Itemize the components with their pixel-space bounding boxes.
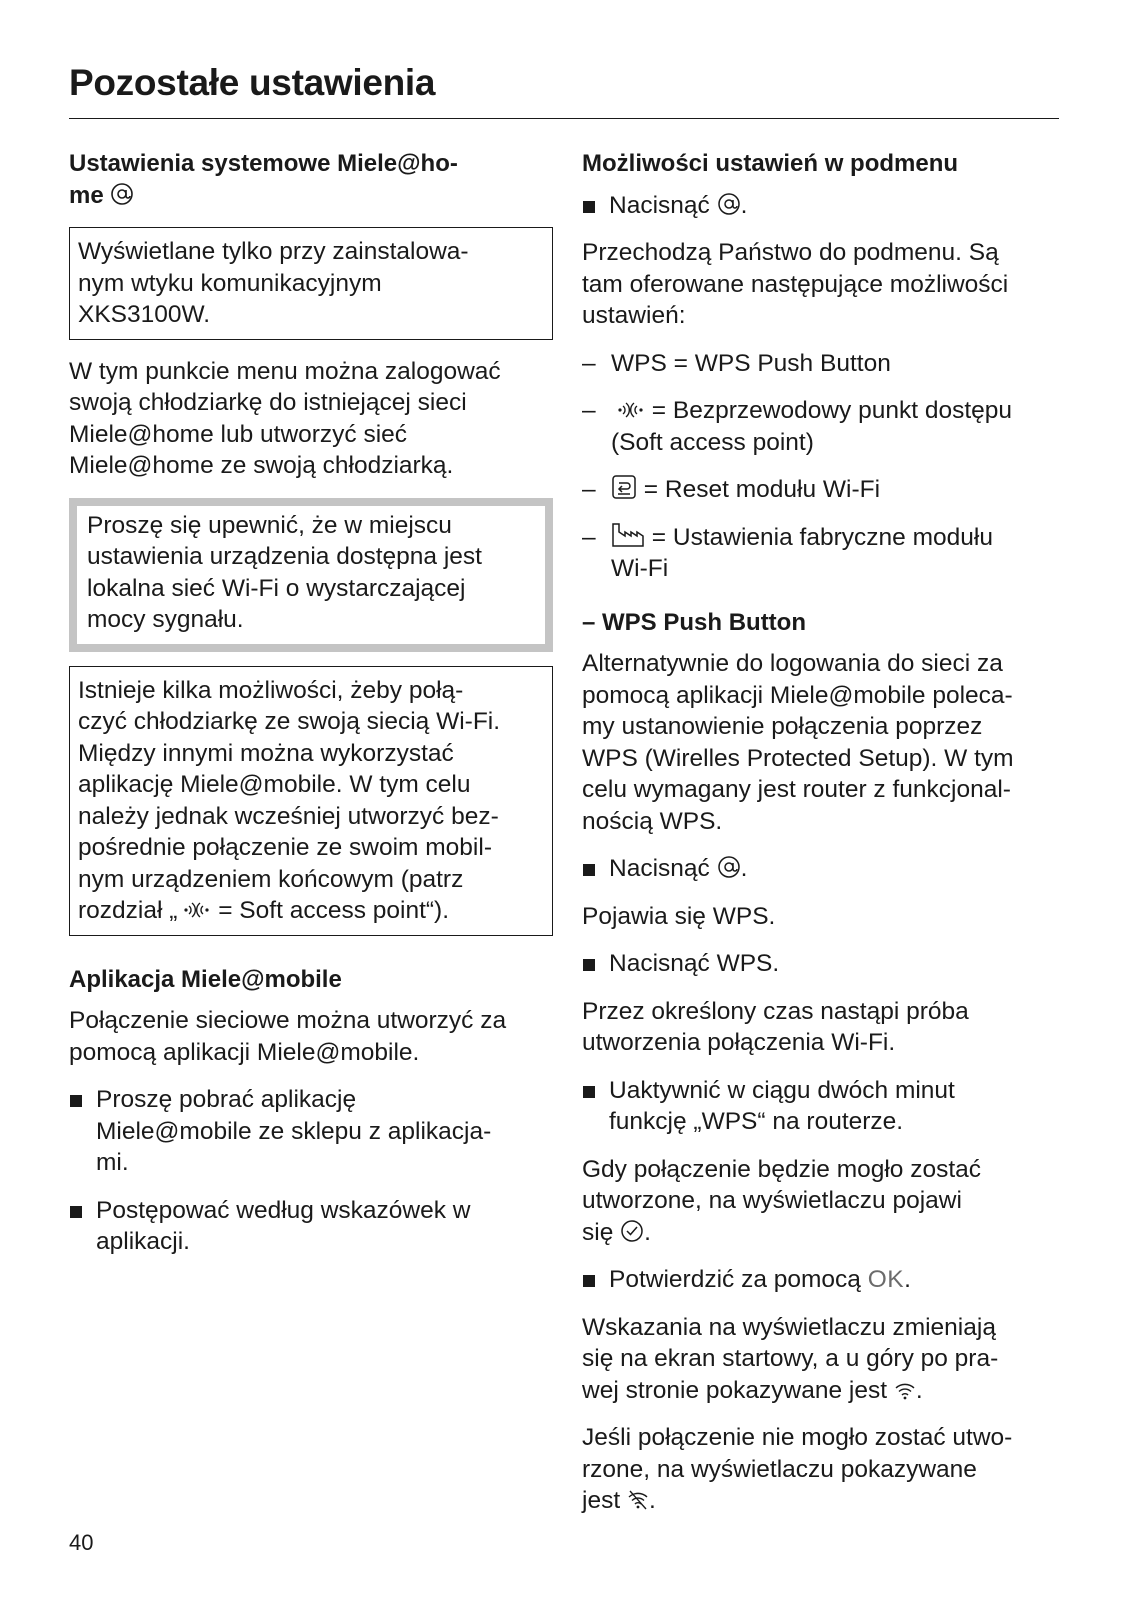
- soft-access-point-icon: [611, 399, 645, 421]
- text-line: (Soft access point): [611, 428, 814, 456]
- text-fragment: Nacisnąć: [609, 191, 710, 219]
- checkmark-circle-icon: [620, 1219, 644, 1243]
- text-line: XKS3100W.: [78, 301, 211, 328]
- paragraph-wps: [582, 648, 1068, 837]
- bullet-square-icon: [583, 201, 595, 213]
- paragraph-intro: [69, 356, 553, 482]
- text-line: W tym punkcie menu można zalogować: [69, 357, 501, 385]
- text-line: utworzenia połączenia Wi-Fi.: [582, 1029, 896, 1056]
- left-column: [69, 148, 553, 1274]
- paragraph-display-changes: [582, 1312, 1068, 1407]
- text-fragment: Nacisnąć: [609, 855, 710, 882]
- list-item-follow-app: [69, 1195, 553, 1258]
- at-icon: [717, 855, 741, 879]
- list-item-press-at-2: [582, 853, 1068, 885]
- ok-button-label: OK: [867, 1266, 905, 1293]
- option-soft-access-point: [582, 395, 1068, 458]
- option-reset-wifi: [582, 474, 1068, 506]
- text-fragment: .: [644, 1218, 651, 1246]
- text-line: lokalna sieć Wi-Fi o wystarczającej: [87, 574, 466, 602]
- right-column: [582, 148, 1068, 1533]
- text-line: utworzone, na wyświetlaczu pojawi: [582, 1187, 962, 1214]
- text-fragment: .: [740, 855, 748, 882]
- list-item-press-at: [582, 190, 1068, 222]
- note-box: [69, 666, 553, 936]
- text-line: Istnieje kilka możliwości, żeby połą-: [78, 676, 464, 704]
- text-fragment: jest: [582, 1487, 621, 1514]
- text-fragment: Potwierdzić za pomocą: [609, 1266, 861, 1293]
- text-line: Wi-Fi: [611, 555, 669, 582]
- heading-line: me: [69, 181, 104, 209]
- section-heading-wps: – WPS Push Button: [582, 608, 806, 636]
- wifi-off-icon: [627, 1489, 649, 1511]
- warning-box: [69, 498, 553, 652]
- option-factory-settings: [582, 522, 1068, 585]
- paragraph-connection-failed: [582, 1422, 1068, 1517]
- page-number: 40: [69, 1530, 94, 1555]
- text-line: celu wymagany jest router z funkcjonal-: [582, 776, 1011, 803]
- list-item-download-app: [69, 1084, 553, 1179]
- text-fragment: = Soft access point“).: [211, 897, 450, 924]
- text-fragment: .: [648, 1487, 656, 1514]
- text-line: Miele@home lub utworzyć sieć: [69, 420, 408, 448]
- dash-marker: –: [582, 523, 596, 551]
- text-fragment: = Ustawienia fabryczne modułu: [645, 523, 993, 551]
- text-line: swoją chłodziarkę do istniejącej sieci: [69, 389, 467, 416]
- paragraph-wps-appears: Pojawia się WPS.: [582, 902, 776, 930]
- text-line: my ustanowienie połączenia poprzez: [582, 713, 983, 740]
- text-line: WPS (Wirelles Protected Setup). W tym: [582, 744, 1014, 772]
- text-fragment: rozdział „: [78, 897, 178, 924]
- list-item-press-wps: [582, 948, 1068, 980]
- text-line: Wskazania na wyświetlaczu zmieniają: [582, 1313, 996, 1341]
- text-line: nym wtyku komunikacyjnym: [78, 269, 382, 297]
- text-fragment: .: [904, 1266, 911, 1293]
- factory-settings-icon: [611, 522, 645, 548]
- text-line: Wyświetlane tylko przy zainstalowa-: [78, 238, 469, 265]
- text-line: Przechodzą Państwo do podmenu. Są: [582, 239, 999, 266]
- text-line: należy jednak wcześniej utworzyć bez-: [78, 802, 499, 830]
- paragraph-success: [582, 1154, 1068, 1249]
- text-line: ustawień:: [582, 302, 686, 329]
- text-line: aplikację Miele@mobile. W tym celu: [78, 771, 471, 798]
- option-wps: [582, 348, 1068, 380]
- info-box-plug: [69, 227, 553, 340]
- bullet-square-icon: [583, 959, 595, 971]
- text-line: mi.: [96, 1149, 129, 1176]
- text-line: tam oferowane następujące możliwości: [582, 270, 1009, 298]
- text-fragment: .: [915, 1376, 923, 1404]
- bullet-square-icon: [583, 1275, 595, 1287]
- text-line: Miele@home ze swoją chłodziarką.: [69, 452, 454, 479]
- text-line: pośrednie połączenie ze swoim mobil-: [78, 834, 492, 861]
- page-title: Pozostałe ustawienia: [69, 62, 436, 103]
- text-line: ustawienia urządzenia dostępna jest: [87, 543, 482, 570]
- text-line: Uaktywnić w ciągu dwóch minut: [609, 1076, 955, 1104]
- paragraph-mobile: [69, 1005, 553, 1068]
- list-item-confirm-ok: [582, 1264, 1068, 1296]
- text-line: Proszę pobrać aplikację: [96, 1086, 357, 1113]
- text-line: Jeśli połączenie nie mogło zostać utwo-: [582, 1424, 1013, 1451]
- text-line: Połączenie sieciowe można utworzyć za: [69, 1007, 507, 1034]
- text-fragment: się: [582, 1218, 614, 1246]
- text-line: Gdy połączenie będzie mogło zostać: [582, 1155, 982, 1183]
- title-divider: [69, 118, 1059, 119]
- soft-access-point-icon: [177, 899, 211, 921]
- text-line: aplikacji.: [96, 1228, 190, 1255]
- text-fragment: = Bezprzewodowy punkt dostępu: [645, 397, 1013, 424]
- dash-marker: –: [582, 349, 596, 377]
- text-line: Postępować według wskazówek w: [96, 1196, 471, 1224]
- text-fragment: wej stronie pokazywane jest: [582, 1376, 888, 1404]
- paragraph-connection-attempt: [582, 996, 1068, 1059]
- list-item-activate-router: [582, 1075, 1068, 1138]
- at-icon: [717, 192, 741, 216]
- bullet-square-icon: [70, 1206, 82, 1218]
- dash-marker: –: [582, 476, 596, 503]
- text-line: pomocą aplikacji Miele@mobile.: [69, 1038, 420, 1066]
- wifi-icon: [894, 1381, 916, 1401]
- bullet-square-icon: [583, 864, 595, 876]
- section-heading-submenu: Możliwości ustawień w podmenu: [582, 150, 959, 177]
- text-line: Alternatywnie do logowania do sieci za: [582, 650, 1003, 677]
- text-line: się na ekran startowy, a u góry po pra-: [582, 1345, 999, 1372]
- text-line: czyć chłodziarkę ze swoją siecią Wi-Fi.: [78, 708, 501, 735]
- at-icon: [110, 182, 134, 206]
- text-line: mocy sygnału.: [87, 606, 244, 633]
- text-line: funkcję „WPS“ na routerze.: [609, 1108, 904, 1135]
- paragraph-submenu: [582, 237, 1068, 332]
- text-line: pomocą aplikacji Miele@mobile poleca-: [582, 681, 1013, 709]
- section-heading-mobile-app: Aplikacja Miele@mobile: [69, 965, 342, 993]
- heading-line: Ustawienia systemowe Miele@ho-: [69, 150, 458, 177]
- text-fragment: .: [740, 191, 748, 219]
- text-line: rzone, na wyświetlaczu pokazywane: [582, 1455, 977, 1483]
- section-heading-miele-home: [69, 148, 553, 211]
- text-line: Proszę się upewnić, że w miejscu: [87, 511, 452, 539]
- text-line: WPS = WPS Push Button: [611, 349, 891, 377]
- bullet-square-icon: [70, 1095, 82, 1107]
- text-line: Nacisnąć WPS.: [609, 950, 780, 977]
- text-line: Przez określony czas nastąpi próba: [582, 997, 969, 1025]
- text-fragment: = Reset modułu Wi-Fi: [637, 476, 881, 503]
- text-line: Miele@mobile ze sklepu z aplikacja-: [96, 1117, 492, 1145]
- text-line: nym urządzeniem końcowym (patrz: [78, 865, 464, 893]
- bullet-square-icon: [583, 1086, 595, 1098]
- dash-marker: –: [582, 397, 596, 424]
- reset-wifi-icon: [611, 474, 637, 500]
- text-line: nością WPS.: [582, 807, 723, 835]
- text-line: Między innymi można wykorzystać: [78, 739, 454, 767]
